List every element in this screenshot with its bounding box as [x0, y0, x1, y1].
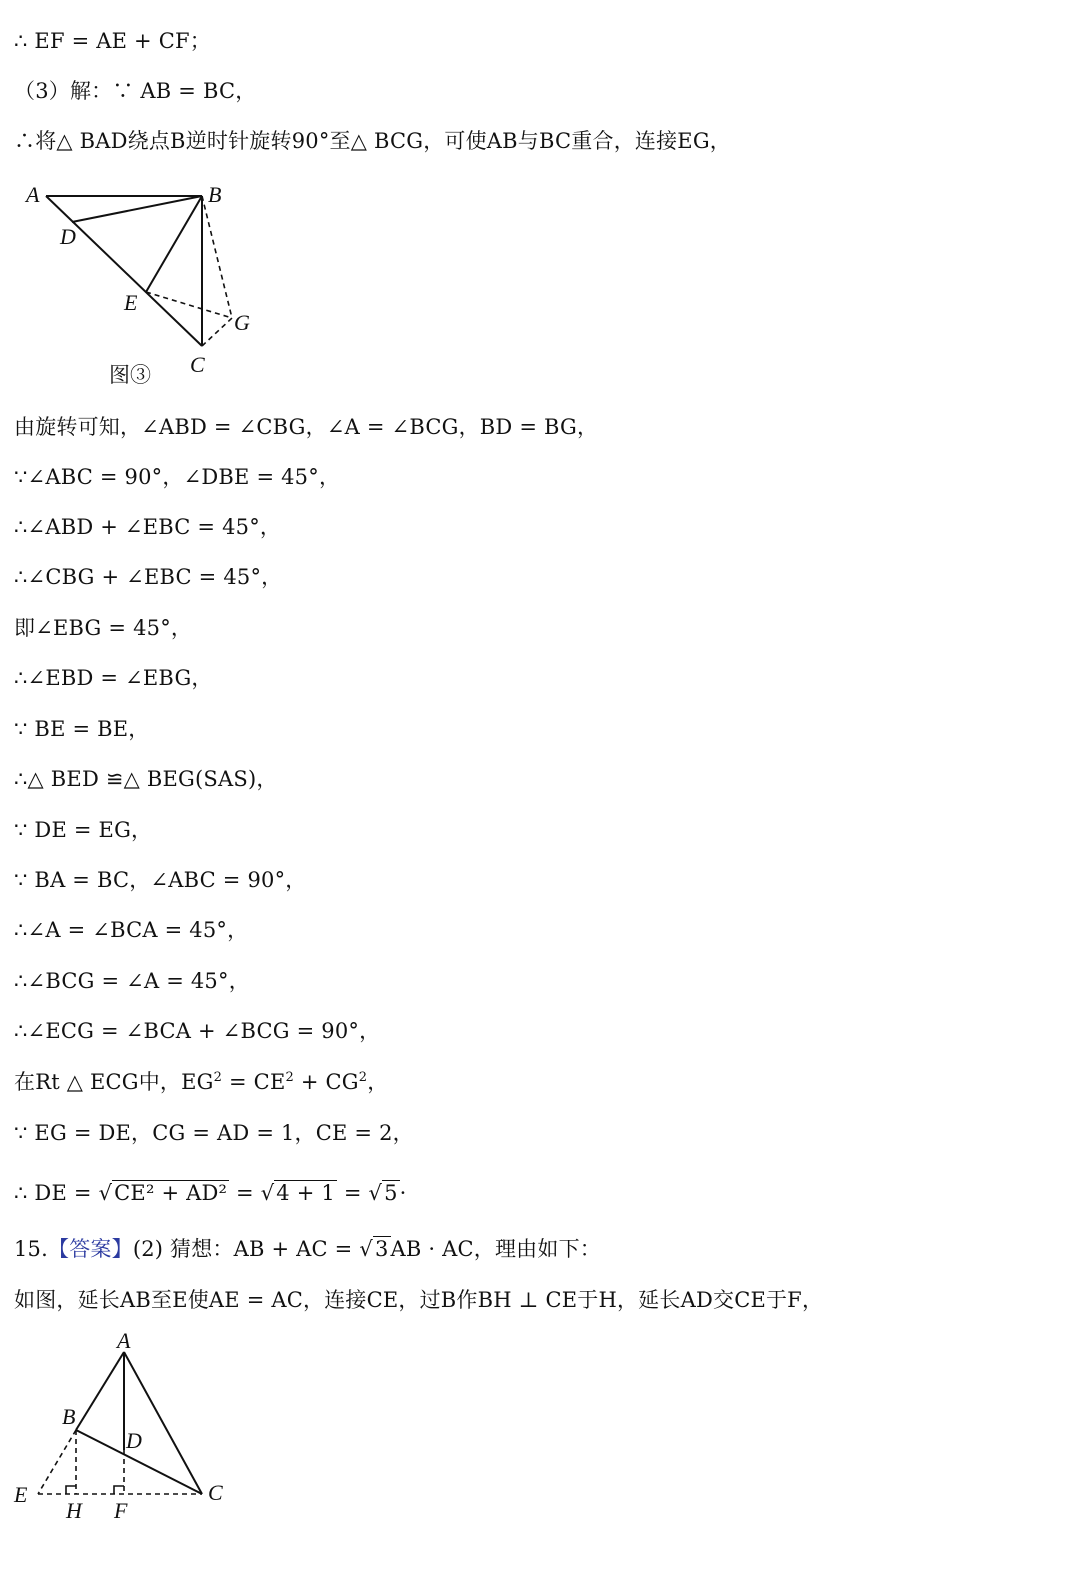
text-line-14: ∴∠A = ∠BCA = 45°，: [14, 918, 249, 942]
text-line-18: ∵ EG = DE，CG = AD = 1，CE = 2，: [14, 1121, 414, 1145]
fig3-label-d: D: [60, 224, 76, 249]
fig3-label-g: G: [234, 310, 250, 335]
fig3-label-a: A: [26, 182, 40, 207]
fig4-label-f: F: [114, 1498, 128, 1523]
text-line-1: ∴ EF = AE + CF；: [14, 29, 211, 53]
l20-post: AB · AC，理由如下：: [390, 1237, 601, 1261]
l19-mid2: =: [336, 1181, 369, 1205]
fig4-label-c: C: [208, 1480, 223, 1505]
question-number: 15.: [14, 1237, 48, 1261]
text-line-2: （3）解：∵ AB = BC，: [14, 79, 257, 103]
figure-4-diagram: [10, 1326, 240, 1526]
text-line-11: ∴△ BED ≌△ BEG(SAS)，: [14, 767, 278, 791]
text-line-10: ∵ BE = BE，: [14, 717, 150, 741]
l17-mid1: = CE: [222, 1070, 286, 1094]
fig3-label-b: B: [208, 182, 222, 207]
text-line-9: ∴∠EBD = ∠EBG，: [14, 666, 213, 690]
fig3-label-c: C: [190, 352, 205, 377]
text-line-7: ∴∠CBG + ∠EBC = 45°，: [14, 565, 283, 589]
radicand-4: 3: [374, 1237, 389, 1261]
l20-pre: (2) 猜想：AB + AC =: [132, 1237, 360, 1261]
l17-mid2: + CG: [293, 1070, 359, 1094]
text-line-4: 由旋转可知，∠ABD = ∠CBG，∠A = ∠BCG，BD = BG，: [14, 415, 599, 439]
sqrt-sign-4: √: [359, 1237, 373, 1261]
fig4-label-e: E: [14, 1482, 28, 1507]
l17-pre: 在Rt △ ECG中，EG: [14, 1070, 214, 1094]
radicand-2: 4 + 1: [276, 1181, 335, 1205]
text-line-20: [14, 1234, 601, 1264]
text-line-16: ∴∠ECG = ∠BCA + ∠BCG = 90°，: [14, 1019, 381, 1043]
text-line-13: ∵ BA = BC，∠ABC = 90°，: [14, 868, 307, 892]
text-line-8: 即∠EBG = 45°，: [14, 616, 193, 640]
figure-3-diagram: [14, 172, 274, 394]
l17-sup-3: 2: [358, 1070, 368, 1085]
fig4-label-a: A: [117, 1328, 131, 1353]
fig3-label-e: E: [124, 290, 138, 315]
fig4-label-d: D: [126, 1428, 142, 1453]
text-line-3: ∴将△ BAD绕点B逆时针旋转90°至△ BCG，可使AB与BC重合，连接EG，: [14, 129, 731, 153]
text-line-6: ∴∠ABD + ∠EBC = 45°，: [14, 515, 282, 539]
l19-end: ·: [399, 1181, 407, 1205]
text-line-19: [14, 1178, 407, 1208]
sqrt-sign-2: √: [260, 1181, 275, 1205]
text-line-21: 如图，延长AB至E使AE = AC，连接CE，过B作BH ⊥ CE于H，延长AD交CE于F，: [14, 1288, 824, 1312]
radicand-1: CE² + AD²: [114, 1181, 228, 1205]
fig4-label-h: H: [66, 1498, 82, 1523]
l17-sup-2: 2: [285, 1070, 294, 1085]
text-line-17: [14, 1067, 388, 1097]
fig3-caption: 图③: [109, 363, 151, 387]
sqrt-sign-1: √: [98, 1181, 113, 1205]
text-line-5: ∵∠ABC = 90°，∠DBE = 45°，: [14, 465, 341, 489]
l19-mid: =: [229, 1181, 261, 1205]
sqrt-sign-3: √: [368, 1181, 383, 1205]
text-line-12: ∵ DE = EG，: [14, 818, 153, 842]
fig4-label-b: B: [62, 1404, 76, 1429]
radicand-3: 5: [384, 1181, 398, 1205]
l17-sup-1: 2: [213, 1070, 223, 1085]
l19-pre: ∴ DE =: [14, 1181, 99, 1205]
text-line-15: ∴∠BCG = ∠A = 45°，: [14, 969, 250, 993]
answer-tag: 【答案】: [48, 1237, 133, 1261]
l17-end: ，: [367, 1070, 389, 1094]
